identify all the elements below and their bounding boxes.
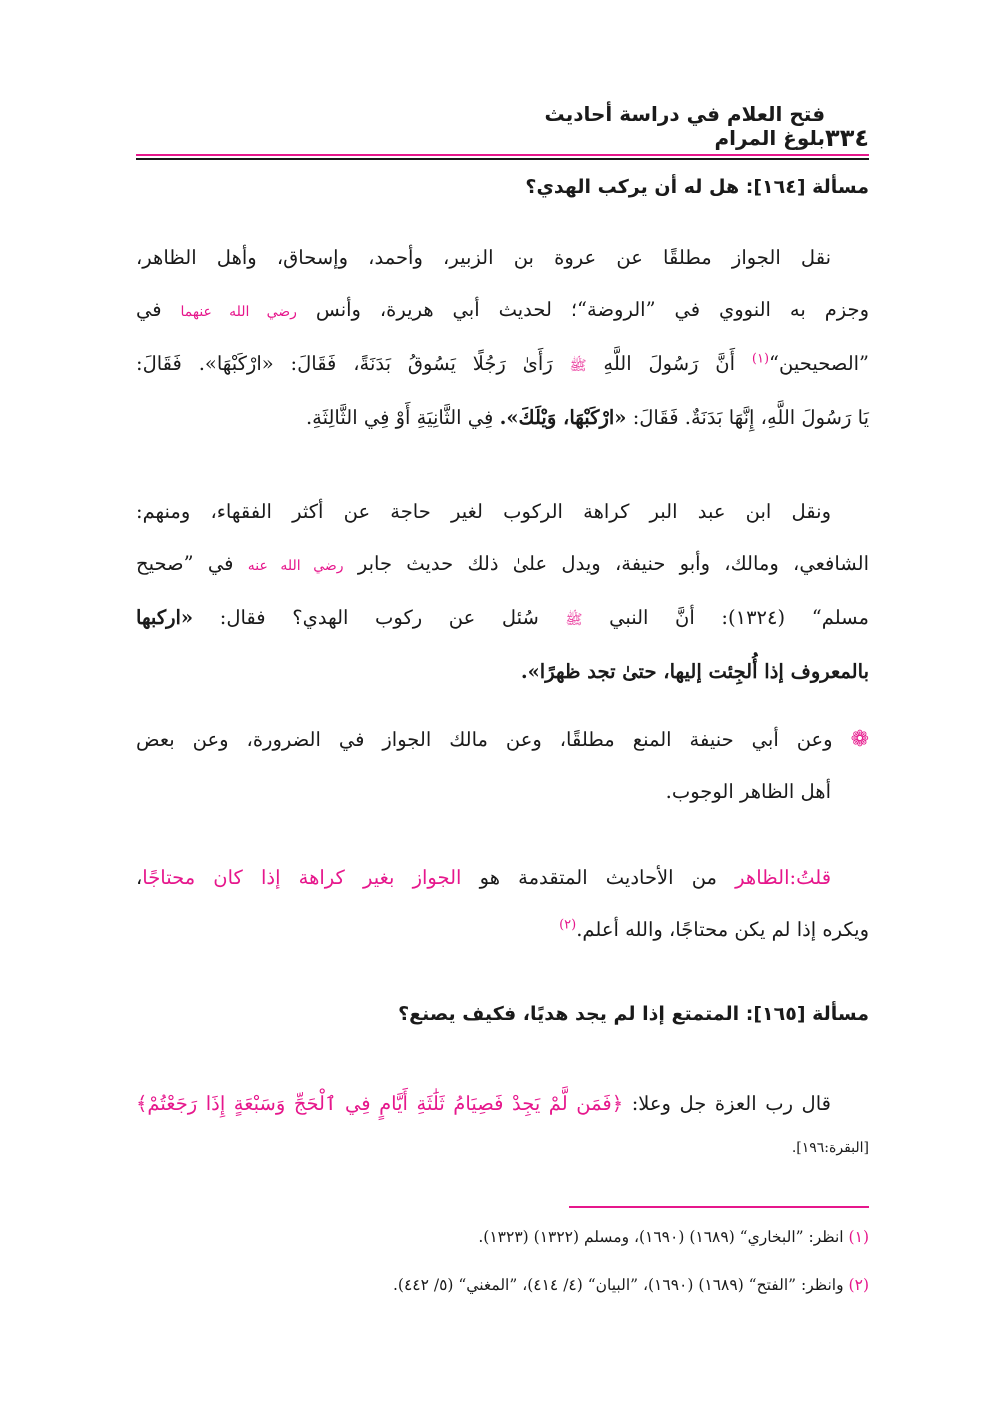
page-number: ٣٣٤ — [825, 124, 869, 152]
p1-line-3: ”الصحيحين“$^{(١)}$ أَنَّ رَسُولَ اللَّهِ ﷺ رَأَىٰ رَجُلًا يَسُوقُ بَدَنَةً، فَقَالَ: «ارْكَبْهَا». فَقَالَ: — [136, 351, 870, 375]
p1-line-2: وجزم به النووي في ”الروضة“؛ لحديث أبي هريرة، وأنس رضي الله عنهما في — [136, 298, 870, 321]
p3-line-2: أهل الظاهر الوجوب. — [665, 780, 831, 803]
paragraph-3 — [136, 714, 869, 818]
honorific-salallahu-2: ﷺ — [565, 612, 583, 628]
p2-line-2: الشافعي، ومالك، وأبو حنيفة، ويدل علىٰ ذلك حديث جابر رضي الله عنه في ”صحيح — [136, 552, 870, 575]
conclusion-paragraph — [136, 852, 869, 956]
quran-paragraph — [136, 1078, 869, 1130]
footnote-2: (٢) وانظر: ”الفتح“ (١٦٨٩) (١٦٩٠)، ”البيان“ (٤/ ٤١٤)، ”المغني“ (٥/ ٤٤٢). — [392, 1276, 869, 1294]
footnote-1: (١) انظر: ”البخاري“ (١٦٨٩) (١٦٩٠)، ومسلم (١٣٢٢) (١٣٢٣). — [478, 1228, 869, 1246]
footnote-ref-1[interactable]: (١) — [751, 351, 770, 367]
p3-line-1: ❁ وعن أبي حنيفة المنع مطلقًا، وعن مالك الجواز في الضرورة، وعن بعض — [136, 727, 870, 752]
page-header — [136, 102, 869, 156]
quran-line: قال رب العزة جل وعلا: ﴿فَمَن لَّمْ يَجِدْ فَصِيَامُ ثَلَٰثَةِ أَيَّامٍ فِي ٱلْحَجِّ وَسَبْعَةٍ إِذَا رَجَعْتُمْ﴾ — [136, 1092, 831, 1115]
p2-line-4: بالمعروف إذا أُلجِئت إليها، حتىٰ تجد ظهرًا». — [520, 660, 869, 683]
honorific-salallahu: ﷺ — [569, 358, 587, 374]
p1-line-4: يَا رَسُولَ اللَّهِ، إِنَّهَا بَدَنَةٌ. فَقَالَ: «ارْكَبْهَا، وَيْلَكَ». فِي الثَّانِيَةِ أَوْ فِي الثَّالِثَةِ. — [305, 406, 869, 429]
p2-line-3: مسلم“ (١٣٢٤): أنَّ النبي ﷺ سُئل عن ركوب الهدي؟ فقال: «اركبها — [136, 606, 869, 629]
book-title: فتح العلام في دراسة أحاديث بلوغ المرام — [544, 102, 826, 150]
footnote-rule — [569, 1206, 869, 1208]
document-page — [136, 0, 869, 1418]
honorific-radiallahu-anhu: رضي الله عنه — [247, 558, 344, 574]
header-rule-pink — [136, 154, 869, 156]
footnote-ref-2[interactable]: (٢) — [559, 917, 577, 933]
quran-verse: ﴿فَمَن لَّمْ يَجِدْ فَصِيَامُ ثَلَٰثَةِ أَيَّامٍ فِي ٱلْحَجِّ وَسَبْعَةٍ إِذَا رَجَعْتُمْ﴾ — [136, 1092, 624, 1115]
conclusion-line-2: ويكره إذا لم يكن محتاجًا، والله أعلم.$^{(٢)}$ — [559, 917, 869, 941]
header-rule-dark — [136, 158, 869, 160]
p2-line-1: ونقل ابن عبد البر كراهة الركوب لغير حاجة عن أكثر الفقهاء، ومنهم: — [136, 500, 831, 523]
flower-ornament-icon: ❁ — [850, 727, 870, 752]
p1-line-1: نقل الجواز مطلقًا عن عروة بن الزبير، وأحمد، وإسحاق، وأهل الظاهر، — [136, 246, 831, 269]
conclusion-line-1: قلتُ:الظاهر من الأحاديث المتقدمة هو الجواز بغير كراهة إذا كان محتاجًا، — [136, 866, 832, 889]
honorific-radiallahu-anhuma: رضي الله عنهما — [180, 304, 297, 320]
paragraph-2 — [136, 486, 869, 698]
question-165-heading: مسألة [١٦٥]: المتمتع إذا لم يجد هديًا، فكيف يصنع؟ — [398, 1003, 869, 1025]
paragraph-1 — [136, 232, 869, 444]
quran-citation: [البقرة:١٩٦]. — [791, 1140, 869, 1156]
question-164-heading: مسألة [١٦٤]: هل له أن يركب الهدي؟ — [525, 176, 869, 198]
